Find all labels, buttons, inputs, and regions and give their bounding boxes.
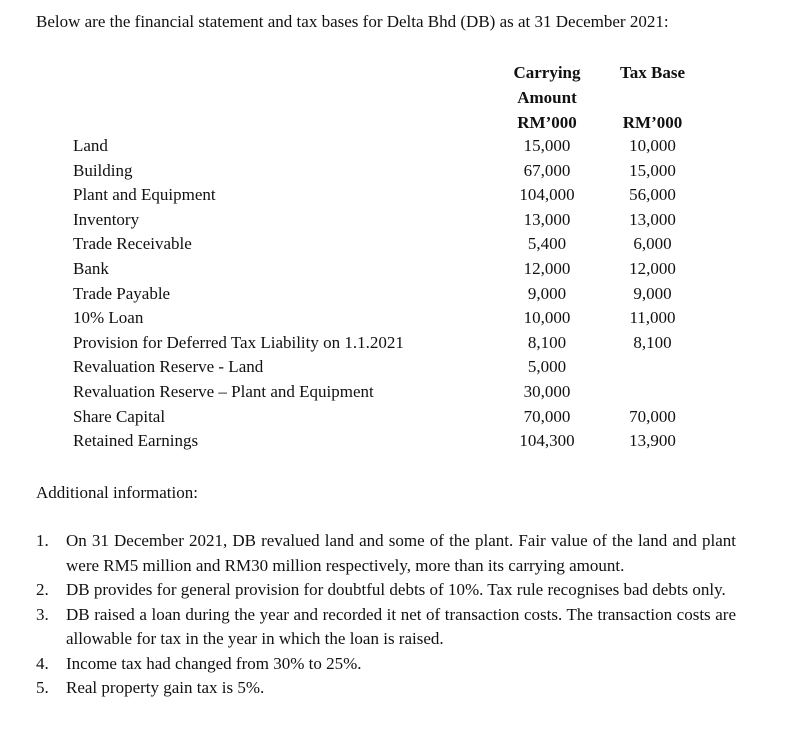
- tax-base: 15,000: [629, 160, 676, 180]
- item-text: Real property gain tax is 5%.: [66, 678, 265, 697]
- table-row: [0, 331, 792, 356]
- tax-base: 12,000: [629, 258, 676, 278]
- balance-table: [0, 134, 792, 454]
- row-label: Share Capital: [73, 406, 166, 426]
- tax-base: 6,000: [633, 234, 672, 254]
- row-label: Provision for Deferred Tax Liability on 1.1.2021: [73, 332, 404, 352]
- item-text: On 31 December 2021, DB revalued land and some of the plant. Fair value of the land and plant were RM5 million and RM30 million respectively, more than its carrying amount.: [66, 531, 736, 575]
- item-number: 2.: [36, 580, 49, 599]
- carrying-amount: 104,300: [519, 431, 575, 451]
- carrying-amount: 9,000: [527, 283, 567, 303]
- table-row: [0, 405, 792, 430]
- tax-base: 8,100: [633, 332, 672, 352]
- row-label: Inventory: [73, 209, 140, 229]
- table-row: [0, 380, 792, 405]
- row-label: Trade Payable: [73, 283, 171, 303]
- table-row: [0, 208, 792, 233]
- list-item: [36, 578, 736, 603]
- carrying-amount: 30,000: [523, 381, 571, 401]
- tax-base: 13,000: [629, 209, 676, 229]
- row-label: Plant and Equipment: [73, 185, 216, 205]
- carrying-amount: 104,000: [519, 185, 575, 205]
- carrying-amount: 5,000: [527, 357, 567, 377]
- row-label: Land: [73, 136, 108, 155]
- item-number: 3.: [36, 604, 49, 624]
- table-row: [0, 159, 792, 184]
- header-tax-base-unit: RM’000: [622, 113, 683, 132]
- list-item: [36, 529, 736, 578]
- row-label: Retained Earnings: [73, 431, 199, 451]
- table-row: [0, 429, 792, 454]
- additional-info-heading: Additional information:: [36, 483, 198, 502]
- carrying-amount: 5,400: [527, 234, 567, 254]
- row-label: Revaluation Reserve – Plant and Equipment: [73, 381, 374, 401]
- item-number: 4.: [36, 653, 49, 673]
- carrying-amount: 15,000: [523, 136, 571, 155]
- list-item: [36, 603, 736, 652]
- tax-base: 10,000: [629, 136, 676, 155]
- tax-base: 13,900: [629, 431, 676, 451]
- tax-base: 56,000: [629, 185, 676, 205]
- header-carrying-line1: Carrying: [513, 63, 581, 82]
- item-number: 5.: [36, 678, 49, 697]
- header-carrying-unit: RM’000: [517, 113, 577, 132]
- carrying-amount: 67,000: [523, 160, 571, 180]
- header-carrying-line2: Amount: [517, 88, 577, 107]
- carrying-amount: 13,000: [523, 209, 571, 229]
- row-label: Building: [73, 160, 133, 180]
- item-text: DB raised a loan during the year and recorded it net of transaction costs. The transaction costs are allowable for tax in the year in which the loan is raised.: [66, 604, 736, 648]
- header-tax-base: Tax Base: [619, 63, 686, 82]
- list-item: [36, 676, 736, 701]
- row-label: 10% Loan: [73, 308, 144, 328]
- additional-info-list: [36, 529, 736, 701]
- intro-text: Below are the financial statement and tax bases for Delta Bhd (DB) as at 31 December 2021:: [36, 12, 669, 31]
- table-row: [0, 232, 792, 257]
- carrying-amount: 12,000: [523, 258, 571, 278]
- carrying-amount: 8,100: [527, 332, 567, 352]
- table-row: [0, 306, 792, 331]
- table-row: [0, 183, 792, 208]
- table-row: [0, 257, 792, 282]
- tax-base: 11,000: [629, 308, 676, 328]
- item-text: DB provides for general provision for doubtful debts of 10%. Tax rule recognises bad debts only.: [66, 580, 726, 599]
- item-text: Income tax had changed from 30% to 25%.: [66, 653, 362, 673]
- tax-base: 70,000: [629, 406, 676, 426]
- table-row: [0, 282, 792, 307]
- carrying-amount: 70,000: [523, 406, 571, 426]
- row-label: Revaluation Reserve - Land: [73, 357, 264, 377]
- table-row: [0, 134, 792, 159]
- item-number: 1.: [36, 531, 49, 550]
- list-item: [36, 652, 736, 677]
- row-label: Trade Receivable: [73, 234, 192, 254]
- carrying-amount: 10,000: [523, 308, 571, 328]
- tax-base: 9,000: [633, 283, 672, 303]
- row-label: Bank: [73, 258, 109, 278]
- table-row: [0, 355, 792, 380]
